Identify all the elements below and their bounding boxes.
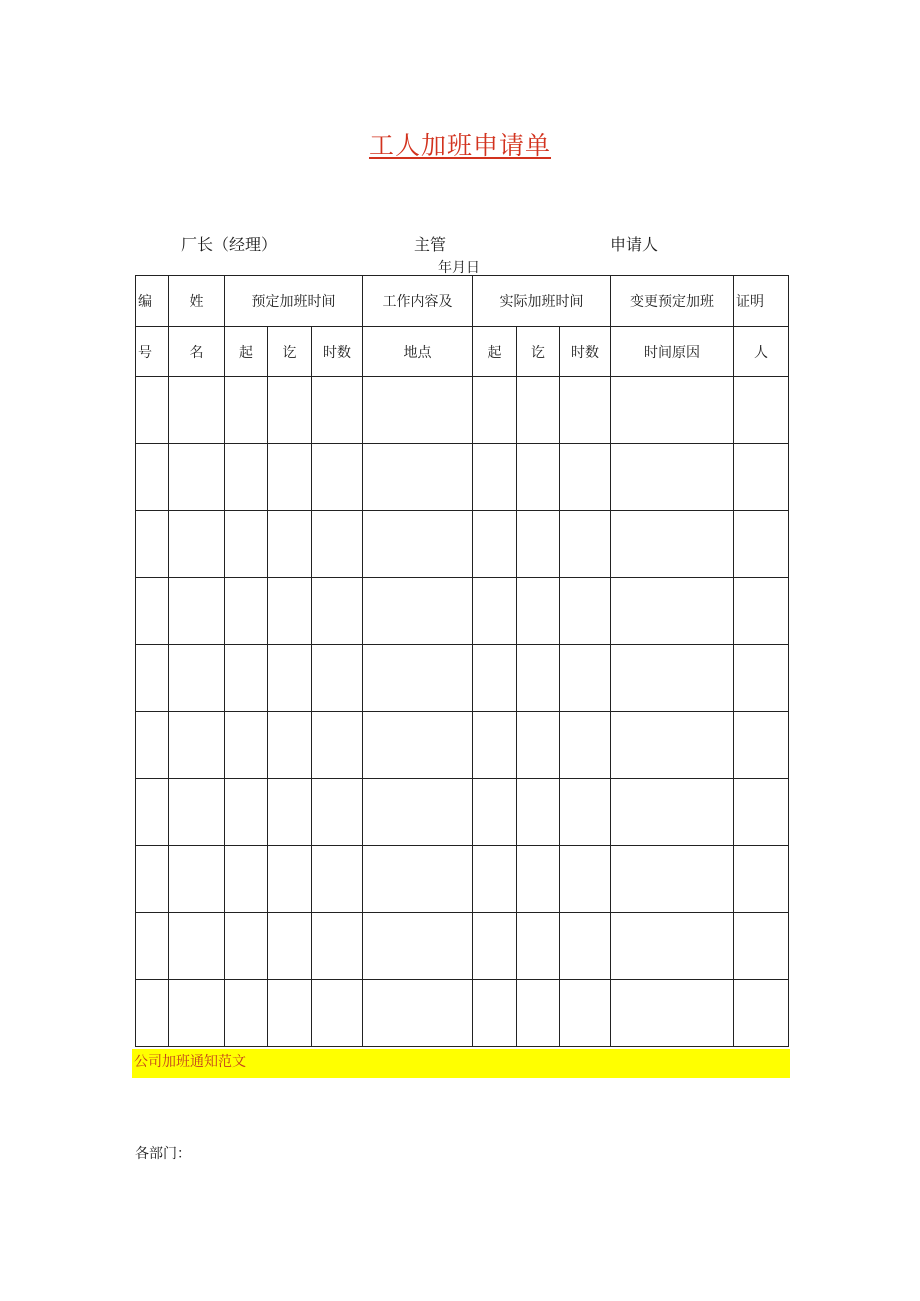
table-cell[interactable] — [363, 377, 473, 444]
header-row-1 — [136, 276, 789, 327]
table-cell[interactable] — [169, 578, 225, 645]
table-cell[interactable] — [734, 779, 789, 846]
table-cell[interactable] — [560, 712, 611, 779]
table-cell[interactable] — [363, 645, 473, 712]
table-cell[interactable] — [363, 444, 473, 511]
table-cell[interactable] — [734, 712, 789, 779]
table-cell[interactable] — [560, 444, 611, 511]
table-cell[interactable] — [473, 913, 517, 980]
table-cell[interactable] — [473, 444, 517, 511]
table-cell[interactable] — [225, 578, 268, 645]
table-cell[interactable] — [225, 444, 268, 511]
change-reason-header-top: 变更预定加班 — [611, 276, 734, 327]
form-title: 工人加班申请单 — [368, 131, 551, 160]
table-cell[interactable] — [611, 913, 734, 980]
table-cell[interactable] — [363, 712, 473, 779]
table-cell[interactable] — [560, 578, 611, 645]
table-cell[interactable] — [560, 913, 611, 980]
table-row — [136, 980, 789, 1047]
table-cell[interactable] — [268, 578, 312, 645]
table-cell[interactable] — [517, 712, 560, 779]
departments-label: 各部门： — [135, 1146, 191, 1162]
table-cell[interactable] — [611, 846, 734, 913]
table-row — [136, 779, 789, 846]
table-cell[interactable] — [268, 913, 312, 980]
table-cell[interactable] — [611, 779, 734, 846]
table-cell[interactable] — [169, 779, 225, 846]
table-cell[interactable] — [473, 712, 517, 779]
table-cell[interactable] — [517, 779, 560, 846]
table-row — [136, 712, 789, 779]
table-cell[interactable] — [312, 444, 363, 511]
table-cell[interactable] — [268, 645, 312, 712]
table-cell[interactable] — [363, 913, 473, 980]
table-cell[interactable] — [312, 645, 363, 712]
header-row-2 — [136, 327, 789, 377]
table-cell[interactable] — [268, 377, 312, 444]
table-cell[interactable] — [560, 846, 611, 913]
name-header-top: 姓 — [169, 276, 225, 327]
table-cell[interactable] — [136, 846, 169, 913]
table-cell[interactable] — [312, 377, 363, 444]
table-cell[interactable] — [169, 511, 225, 578]
table-cell[interactable] — [225, 511, 268, 578]
table-cell[interactable] — [363, 578, 473, 645]
table-cell[interactable] — [312, 846, 363, 913]
table-cell[interactable] — [517, 846, 560, 913]
actual-hours-header: 时数 — [560, 327, 611, 377]
table-row — [136, 846, 789, 913]
table-cell[interactable] — [136, 645, 169, 712]
actual-overtime-header: 实际加班时间 — [473, 276, 611, 327]
table-cell[interactable] — [225, 377, 268, 444]
table-cell[interactable] — [169, 444, 225, 511]
table-cell[interactable] — [517, 377, 560, 444]
applicant-signature-label: 申请人 — [610, 235, 659, 254]
table-cell[interactable] — [560, 779, 611, 846]
table-cell[interactable] — [734, 444, 789, 511]
table-cell[interactable] — [473, 980, 517, 1047]
table-cell[interactable] — [169, 980, 225, 1047]
table-cell[interactable] — [611, 980, 734, 1047]
table-cell[interactable] — [473, 846, 517, 913]
table-cell[interactable] — [734, 645, 789, 712]
table-cell[interactable] — [517, 578, 560, 645]
actual-end-header: 讫 — [517, 327, 560, 377]
table-cell[interactable] — [312, 779, 363, 846]
table-cell[interactable] — [473, 511, 517, 578]
notice-title-highlight: 公司加班通知范文 — [132, 1049, 790, 1078]
table-cell[interactable] — [611, 444, 734, 511]
table-cell[interactable] — [734, 913, 789, 980]
table-cell[interactable] — [169, 913, 225, 980]
table-cell[interactable] — [473, 578, 517, 645]
number-header-bottom: 号 — [136, 327, 169, 377]
table-cell[interactable] — [473, 779, 517, 846]
table-cell[interactable] — [517, 980, 560, 1047]
overtime-table — [135, 275, 789, 1047]
table-cell[interactable] — [268, 444, 312, 511]
table-cell[interactable] — [363, 846, 473, 913]
witness-header-top: 证明 — [734, 276, 789, 327]
planned-start-header: 起 — [225, 327, 268, 377]
name-header-bottom: 名 — [169, 327, 225, 377]
work-content-header-top: 工作内容及 — [363, 276, 473, 327]
table-cell[interactable] — [611, 511, 734, 578]
table-row — [136, 645, 789, 712]
table-cell[interactable] — [225, 913, 268, 980]
table-cell[interactable] — [611, 377, 734, 444]
table-cell[interactable] — [169, 377, 225, 444]
work-content-header-bottom: 地点 — [363, 327, 473, 377]
table-cell[interactable] — [225, 980, 268, 1047]
table-cell[interactable] — [268, 779, 312, 846]
planned-hours-header: 时数 — [312, 327, 363, 377]
table-cell[interactable] — [268, 980, 312, 1047]
table-cell[interactable] — [225, 779, 268, 846]
table-cell[interactable] — [169, 645, 225, 712]
table-cell[interactable] — [560, 377, 611, 444]
table-cell[interactable] — [312, 712, 363, 779]
table-cell[interactable] — [136, 511, 169, 578]
table-cell[interactable] — [611, 712, 734, 779]
table-cell[interactable] — [473, 645, 517, 712]
planned-overtime-header: 预定加班时间 — [225, 276, 363, 327]
table-row — [136, 578, 789, 645]
change-reason-header-bottom: 时间原因 — [611, 327, 734, 377]
table-cell[interactable] — [169, 846, 225, 913]
table-cell[interactable] — [517, 913, 560, 980]
table-cell[interactable] — [734, 377, 789, 444]
number-header-top: 编 — [136, 276, 169, 327]
actual-start-header: 起 — [473, 327, 517, 377]
table-cell[interactable] — [136, 578, 169, 645]
table-cell[interactable] — [312, 578, 363, 645]
table-cell[interactable] — [136, 913, 169, 980]
planned-end-header: 讫 — [268, 327, 312, 377]
table-cell[interactable] — [473, 377, 517, 444]
table-cell[interactable] — [136, 444, 169, 511]
table-cell[interactable] — [136, 980, 169, 1047]
table-cell[interactable] — [611, 645, 734, 712]
table-row — [136, 511, 789, 578]
table-cell[interactable] — [268, 712, 312, 779]
table-cell[interactable] — [611, 578, 734, 645]
table-cell[interactable] — [225, 645, 268, 712]
table-cell[interactable] — [517, 511, 560, 578]
table-cell[interactable] — [312, 913, 363, 980]
table-cell[interactable] — [225, 846, 268, 913]
table-cell[interactable] — [363, 980, 473, 1047]
table-cell[interactable] — [734, 980, 789, 1047]
factory-manager-signature-label: 厂长（经理） — [181, 235, 278, 254]
supervisor-signature-label: 主管 — [414, 235, 447, 254]
table-cell[interactable] — [734, 846, 789, 913]
table-cell[interactable] — [169, 712, 225, 779]
table-row — [136, 913, 789, 980]
table-cell[interactable] — [734, 578, 789, 645]
table-cell[interactable] — [734, 511, 789, 578]
table-row — [136, 444, 789, 511]
table-cell[interactable] — [312, 980, 363, 1047]
table-cell[interactable] — [268, 511, 312, 578]
table-cell[interactable] — [560, 645, 611, 712]
table-cell[interactable] — [363, 779, 473, 846]
witness-header-bottom: 人 — [734, 327, 789, 377]
table-cell[interactable] — [136, 712, 169, 779]
date-label: 年月日 — [438, 260, 480, 276]
table-cell[interactable] — [363, 511, 473, 578]
table-cell[interactable] — [312, 511, 363, 578]
table-cell[interactable] — [136, 779, 169, 846]
table-row — [136, 377, 789, 444]
table-cell[interactable] — [560, 511, 611, 578]
table-cell[interactable] — [517, 444, 560, 511]
table-cell[interactable] — [136, 377, 169, 444]
table-cell[interactable] — [268, 846, 312, 913]
table-cell[interactable] — [560, 980, 611, 1047]
table-cell[interactable] — [517, 645, 560, 712]
table-cell[interactable] — [225, 712, 268, 779]
